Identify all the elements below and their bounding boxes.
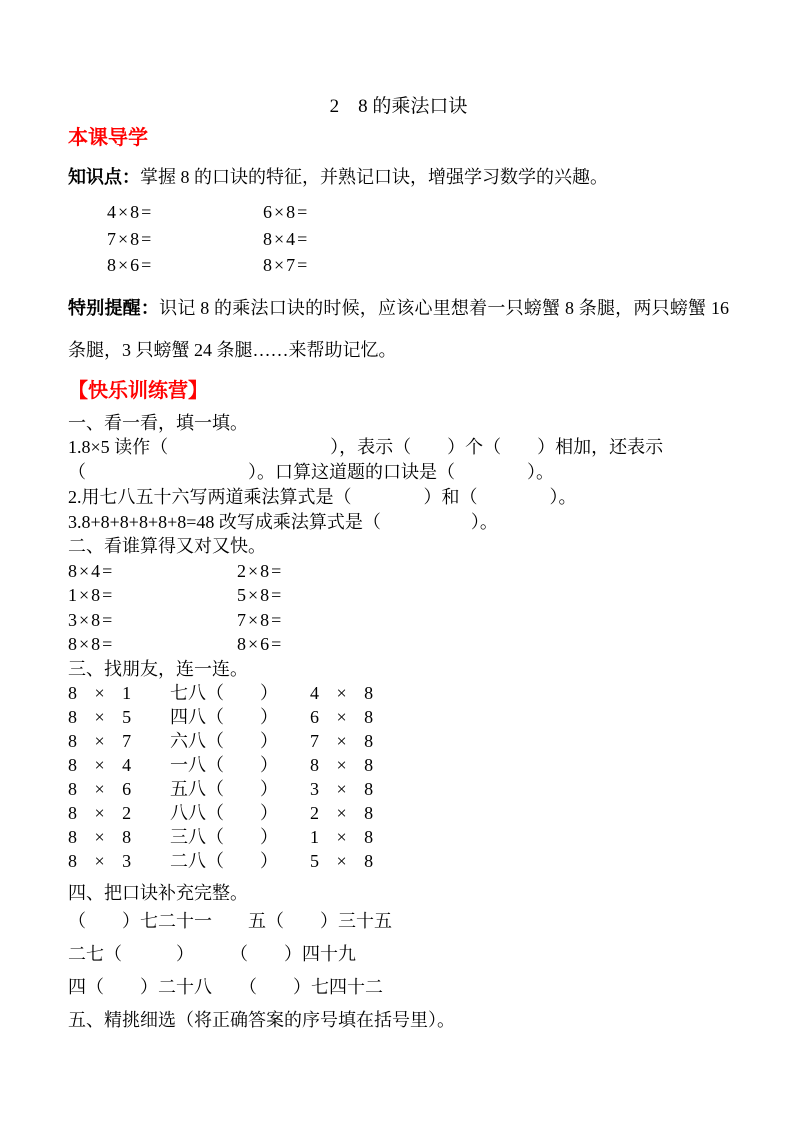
- equation: 4×8=: [107, 202, 154, 222]
- match-expression-left: 8 × 1: [68, 683, 132, 704]
- match-expression-right: 7 × 8: [310, 731, 374, 752]
- match-expression-left: 8 × 7: [68, 731, 132, 752]
- match-expression-right: 3 × 8: [310, 779, 374, 800]
- equation-row: [68, 559, 729, 584]
- equation: 8×6=: [107, 255, 154, 275]
- match-row: [68, 849, 729, 873]
- equation: 6×8=: [263, 202, 310, 222]
- equation-row: [107, 226, 729, 253]
- equation-row: [68, 632, 729, 657]
- match-row: [68, 681, 729, 705]
- rhyme-completion-row: 四（ ）二十八 （ ）七四十二: [68, 977, 383, 998]
- equation-row: [68, 583, 729, 608]
- equation: 3×8=: [68, 609, 115, 630]
- section-3: [68, 657, 729, 874]
- section-1-title: 一、看一看，填一填。: [68, 412, 248, 433]
- section-4: [68, 881, 729, 1004]
- match-rhyme-blank: 六八（ ）: [170, 731, 278, 752]
- section-1: [68, 411, 729, 535]
- section-2-equations: [68, 559, 729, 657]
- equation: 8×8=: [68, 634, 115, 655]
- match-rhyme-blank: 五八（ ）: [170, 779, 278, 800]
- match-expression-left: 8 × 6: [68, 779, 132, 800]
- match-expression-right: 2 × 8: [310, 803, 374, 824]
- match-row: [68, 753, 729, 777]
- special-reminder-text: 识记 8 的乘法口诀的时候，应该心里想着一只螃蟹 8 条腿，两只螃蟹 16 条腿，3 只螃蟹 24 条腿……来帮助记忆。: [68, 297, 730, 360]
- match-expression-left: 8 × 4: [68, 755, 132, 776]
- section-5: [68, 1008, 729, 1032]
- match-row: [68, 729, 729, 753]
- equation-row: [107, 199, 729, 226]
- equation: 1×8=: [68, 585, 115, 606]
- match-row: [68, 825, 729, 849]
- training-camp-heading: 【快乐训练营】: [68, 379, 208, 402]
- section-5-title: 五、精挑细选（将正确答案的序号填在括号里）。: [68, 1010, 455, 1031]
- special-reminder-paragraph: [68, 287, 729, 371]
- equation: 8×6=: [237, 634, 284, 655]
- knowledge-point-label: 知识点：: [68, 167, 140, 187]
- match-rhyme-blank: 四八（ ）: [170, 707, 278, 728]
- match-expression-right: 5 × 8: [310, 851, 374, 872]
- page-title: 2 8 的乘法口诀: [329, 96, 468, 117]
- match-expression-left: 8 × 3: [68, 851, 132, 872]
- equation: 8×4=: [68, 560, 115, 581]
- match-rhyme-blank: 三八（ ）: [170, 827, 278, 848]
- match-expression-left: 8 × 5: [68, 707, 132, 728]
- equation: 7×8=: [107, 228, 154, 249]
- equation: 8×7=: [263, 255, 310, 275]
- equation: 5×8=: [237, 585, 284, 606]
- equation: 2×8=: [237, 560, 284, 581]
- guide-practice-equations: [107, 199, 729, 279]
- equation-row: [68, 608, 729, 633]
- equation: 8×4=: [263, 228, 310, 249]
- section-1-item-3: 3.8+8+8+8+8+8=48 改写成乘法算式是（ ）。: [68, 511, 498, 532]
- match-expression-left: 8 × 2: [68, 803, 132, 824]
- match-expression-left: 8 × 8: [68, 827, 132, 848]
- section-1-item-1-line-2: （ ）。口算这道题的口诀是（ ）。: [68, 462, 554, 483]
- knowledge-point-text: 掌握 8 的口诀的特征，并熟记口诀，增强学习数学的兴趣。: [140, 167, 608, 187]
- section-2-title: 二、看谁算得又对又快。: [68, 536, 266, 557]
- match-rhyme-blank: 一八（ ）: [170, 755, 278, 776]
- rhyme-completion-row: （ ）七二十一 五（ ）三十五: [68, 911, 392, 932]
- section-4-rows: [68, 905, 729, 1004]
- special-reminder-label: 特别提醒：: [68, 297, 160, 318]
- section-3-title: 三、找朋友，连一连。: [68, 658, 248, 679]
- match-rhyme-blank: 七八（ ）: [170, 683, 278, 704]
- match-rhyme-blank: 八八（ ）: [170, 803, 278, 824]
- match-row: [68, 777, 729, 801]
- section-4-title: 四、把口诀补充完整。: [68, 883, 248, 904]
- section-1-item-1-line-1: 1.8×5 读作（ ），表示（ ）个（ ）相加，还表示: [68, 437, 664, 458]
- section-1-item-2: 2.用七八五十六写两道乘法算式是（ ）和（ ）。: [68, 486, 577, 507]
- match-row: [68, 705, 729, 729]
- match-expression-right: 1 × 8: [310, 827, 374, 848]
- match-row: [68, 801, 729, 825]
- guide-section-heading: 本课导学: [68, 127, 148, 149]
- section-3-matching-table: [68, 681, 729, 873]
- equation: 7×8=: [237, 609, 284, 630]
- match-expression-right: 4 × 8: [310, 683, 374, 704]
- match-rhyme-blank: 二八（ ）: [170, 851, 278, 872]
- knowledge-point-paragraph: [68, 165, 729, 190]
- section-2: [68, 534, 729, 657]
- match-expression-right: 8 × 8: [310, 755, 374, 776]
- match-expression-right: 6 × 8: [310, 707, 374, 728]
- rhyme-completion-row: 二七（ ） （ ）四十九: [68, 944, 356, 965]
- equation-row: [107, 252, 729, 279]
